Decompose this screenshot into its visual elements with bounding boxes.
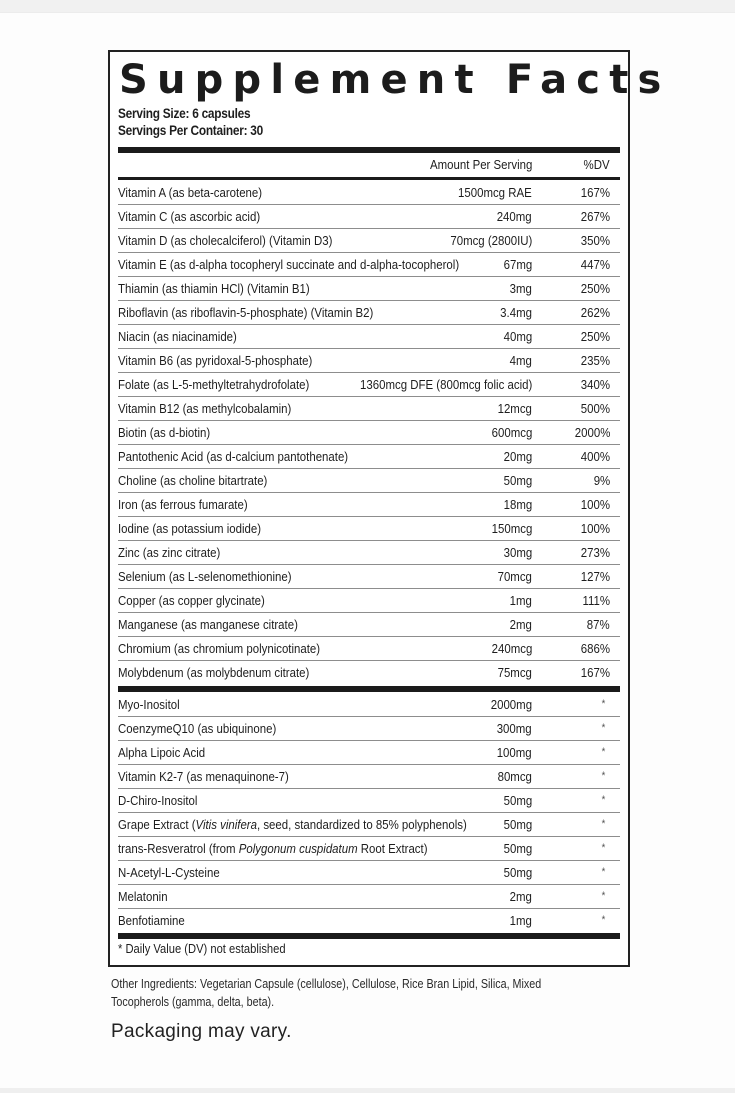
nutrient-amount: 1360mcg DFE (800mcg folic acid) [359,377,532,392]
bottom-divider [118,933,620,939]
nutrient-name: N-Acetyl-L-Cysteine [118,865,220,880]
nutrient-row [118,493,620,517]
nutrient-name: Iron (as ferrous fumarate) [118,497,248,512]
packaging-note: Packaging may vary. [111,1021,292,1042]
nutrient-amount: 40mg [503,329,532,344]
nutrient-name: Benfotiamine [118,913,185,928]
nutrient-amount: 3mg [509,281,532,296]
nutrient-amount: 50mg [503,473,532,488]
nutrient-amount: 67mg [503,257,532,272]
nutrient-dv: * [601,914,605,926]
nutrient-dv: 500% [580,401,610,416]
nutrient-dv: 340% [580,377,610,392]
nutrient-row [118,909,620,932]
nutrient-amount: 4mg [509,353,532,368]
dv-footnote: * Daily Value (DV) not established [118,941,286,956]
nutrient-name: Copper (as copper glycinate) [118,593,265,608]
nutrient-dv: 250% [580,329,610,344]
nutrient-amount: 50mg [503,793,532,808]
nutrient-name: Vitamin D (as cholecalciferol) (Vitamin D3) [118,233,333,248]
nutrient-name: Folate (as L-5-methyltetrahydrofolate) [118,377,310,392]
nutrient-amount: 100mg [497,745,532,760]
nutrient-dv: 87% [587,617,610,632]
nutrient-amount: 300mg [497,721,532,736]
nutrient-name: Myo-Inositol [118,697,180,712]
nutrient-name: Manganese (as manganese citrate) [118,617,298,632]
other-ingredients: Other Ingredients: Vegetarian Capsule (cellulose), Cellulose, Rice Bran Lipid, Silica, Mixed Tocopherols (gamma, delta, beta). [111,977,542,1009]
nutrient-name: Selenium (as L-selenomethionine) [118,569,292,584]
header-divider [118,177,620,180]
nutrient-row [118,613,620,637]
nutrient-name: Melatonin [118,889,168,904]
nutrient-name: Thiamin (as thiamin HCl) (Vitamin B1) [118,281,310,296]
nutrient-name: Alpha Lipoic Acid [118,745,206,760]
nutrient-dv: 267% [580,209,610,224]
nutrient-row [118,349,620,373]
nutrient-amount: 70mcg (2800IU) [450,233,532,248]
botanical-name: Vitis vinifera [195,817,257,832]
nutrient-dv: * [601,794,605,806]
nutrient-amount: 30mg [503,545,532,560]
section-divider [118,686,620,692]
nutrient-name: Riboflavin (as riboflavin-5-phosphate) (Vitamin B2) [118,305,374,320]
nutrient-amount: 70mcg [497,569,532,584]
nutrient-amount: 50mg [503,865,532,880]
other-actives-list [118,693,620,932]
nutrient-name: Vitamin B6 (as pyridoxal-5-phosphate) [118,353,313,368]
nutrient-dv: 686% [580,641,610,656]
nutrient-row [118,325,620,349]
nutrient-name-part: Root Extract) [357,841,428,856]
nutrient-amount: 2mg [509,889,532,904]
nutrient-row [118,445,620,469]
nutrient-row [118,589,620,613]
nutrient-dv: * [601,842,605,854]
nutrient-dv: 100% [580,521,610,536]
dv-column-header: %DV [583,157,610,172]
nutrient-amount: 2mg [509,617,532,632]
nutrient-dv: * [601,722,605,734]
nutrient-name: Pantothenic Acid (as d-calcium pantothenate) [118,449,349,464]
nutrient-name: Molybdenum (as molybdenum citrate) [118,665,310,680]
nutrient-name [118,837,428,860]
nutrient-dv: 167% [580,185,610,200]
nutrient-row [118,661,620,684]
nutrient-name: Vitamin B12 (as methylcobalamin) [118,401,292,416]
nutrient-name: Vitamin C (as ascorbic acid) [118,209,261,224]
nutrient-row [118,277,620,301]
nutrient-name: Choline (as choline bitartrate) [118,473,268,488]
nutrient-name: Niacin (as niacinamide) [118,329,237,344]
nutrient-name: Zinc (as zinc citrate) [118,545,221,560]
nutrient-dv: * [601,890,605,902]
nutrient-name: CoenzymeQ10 (as ubiquinone) [118,721,277,736]
nutrient-amount: 240mcg [491,641,532,656]
vitamins-minerals-list [118,181,620,684]
nutrient-row [118,397,620,421]
panel-title: Supplement Facts [119,57,671,103]
nutrient-row [118,469,620,493]
nutrient-row [118,717,620,741]
nutrient-dv: * [601,746,605,758]
nutrient-name: Vitamin E (as d-alpha tocopheryl succinate and d-alpha-tocopherol) [118,257,460,272]
nutrient-name: Vitamin A (as beta-carotene) [118,185,263,200]
nutrient-row [118,421,620,445]
nutrient-dv: 250% [580,281,610,296]
nutrient-amount: 18mg [503,497,532,512]
nutrient-dv: 262% [580,305,610,320]
nutrient-amount: 75mcg [497,665,532,680]
nutrient-amount: 50mg [503,841,532,856]
nutrient-dv: 111% [582,593,610,608]
nutrient-dv: 235% [580,353,610,368]
nutrient-row [118,181,620,205]
nutrient-amount: 2000mg [490,697,532,712]
nutrient-name-part: , seed, standardized to 85% polyphenols) [256,817,467,832]
nutrient-dv: 9% [593,473,610,488]
nutrient-row [118,373,620,397]
nutrient-row [118,229,620,253]
nutrient-amount: 3.4mg [500,305,532,320]
nutrient-dv: * [601,866,605,878]
nutrient-dv: 167% [580,665,610,680]
nutrient-row [118,301,620,325]
nutrient-amount: 1500mcg RAE [458,185,532,200]
nutrient-name [118,813,467,836]
nutrient-row [118,253,620,277]
nutrient-row [118,837,620,861]
nutrient-amount: 1mg [509,913,532,928]
nutrient-dv: 350% [580,233,610,248]
nutrient-dv: 127% [580,569,610,584]
nutrient-name: Biotin (as d-biotin) [118,425,211,440]
nutrient-name-part: Grape Extract ( [118,817,196,832]
servings-per-container: Servings Per Container: 30 [118,123,263,138]
nutrient-name: Chromium (as chromium polynicotinate) [118,641,321,656]
nutrient-dv: 2000% [574,425,610,440]
nutrient-dv: 400% [580,449,610,464]
nutrient-amount: 600mcg [491,425,532,440]
nutrient-row [118,813,620,837]
nutrient-name-part: trans-Resveratrol (from [118,841,239,856]
nutrient-amount: 150mcg [491,521,532,536]
amount-column-header: Amount Per Serving [429,157,532,172]
botanical-name: Polygonum cuspidatum [238,841,358,856]
nutrient-dv: 100% [580,497,610,512]
nutrient-row [118,789,620,813]
nutrient-row [118,637,620,661]
nutrient-row [118,741,620,765]
column-header [118,157,620,175]
nutrient-row [118,205,620,229]
nutrient-amount: 20mg [503,449,532,464]
nutrient-row [118,541,620,565]
nutrient-dv: * [601,818,605,830]
nutrient-amount: 240mg [497,209,532,224]
bottom-band [0,1088,735,1093]
nutrient-row [118,885,620,909]
top-band [0,0,735,13]
nutrient-row [118,861,620,885]
nutrient-row [118,517,620,541]
nutrient-dv: * [601,770,605,782]
nutrient-row [118,693,620,717]
nutrient-dv: 447% [580,257,610,272]
nutrient-name: Iodine (as potassium iodide) [118,521,262,536]
supplement-facts-panel [108,50,671,967]
nutrient-dv: * [601,698,605,710]
nutrient-dv: 273% [580,545,610,560]
thick-divider [118,147,620,153]
nutrient-name: Vitamin K2-7 (as menaquinone-7) [118,769,289,784]
nutrient-name: D-Chiro-Inositol [118,793,198,808]
nutrient-row [118,765,620,789]
nutrient-amount: 12mcg [497,401,532,416]
nutrient-amount: 1mg [509,593,532,608]
serving-size: Serving Size: 6 capsules [118,106,251,121]
nutrient-amount: 50mg [503,817,532,832]
nutrient-amount: 80mcg [497,769,532,784]
nutrient-row [118,565,620,589]
